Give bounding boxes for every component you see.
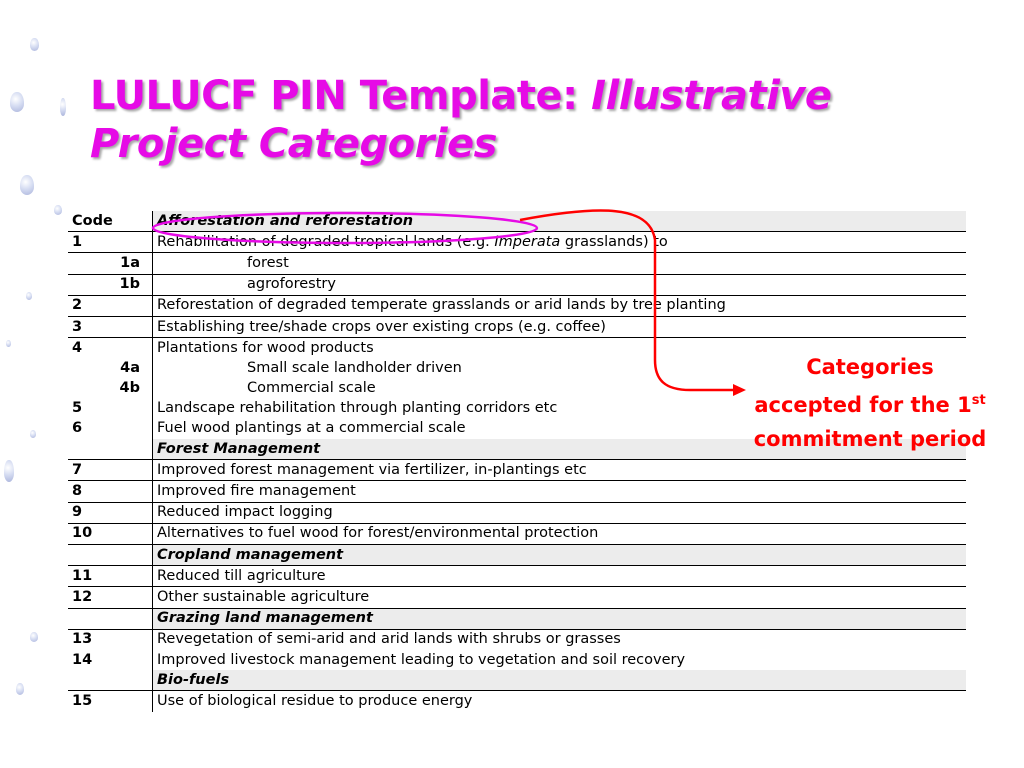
row-desc-text: Rehabilitation of degraded tropical lands (e.g. <box>157 233 495 250</box>
row-desc: Use of biological residue to produce energy <box>157 692 473 709</box>
row-code: 10 <box>68 523 153 544</box>
row-code: 11 <box>68 566 153 587</box>
row-desc: Fuel wood plantings at a commercial scale <box>157 420 466 437</box>
title-prefix: LULUCF PIN Template: <box>90 73 592 119</box>
header-section-afforestation: Afforestation and reforestation <box>153 211 967 232</box>
section-title: Bio-fuels <box>153 670 967 691</box>
row-desc: Reforestation of degraded temperate grasslands or arid lands by tree planting <box>153 295 967 316</box>
row-desc: Commercial scale <box>247 380 376 397</box>
annotation-line2-text: accepted for the 1 <box>754 393 972 417</box>
row-code: 3 <box>68 316 153 337</box>
row-code: 1b <box>68 274 153 295</box>
title-italic: Illustrative Project Categories <box>90 73 832 167</box>
row-desc: Reduced impact logging <box>153 502 967 523</box>
section-title: Cropland management <box>153 545 967 566</box>
row-code: 4b <box>68 379 153 399</box>
row-code: 12 <box>68 587 153 608</box>
annotation-superscript: st <box>971 393 986 408</box>
row-desc-italic: Imperata <box>494 233 561 250</box>
row-code: 14 <box>68 650 153 670</box>
row-desc: Small scale landholder driven <box>247 359 462 376</box>
header-code: Code <box>68 211 153 232</box>
row-desc: Alternatives to fuel wood for forest/environmental protection <box>153 523 967 544</box>
row-code: 15 <box>68 691 153 712</box>
row-desc: Improved livestock management leading to vegetation and soil recovery <box>157 651 686 668</box>
row-desc: Plantations for wood products <box>157 339 374 356</box>
connector-arrow-line <box>520 210 735 390</box>
row-desc: Revegetation of semi-arid and arid lands with shrubs or grasses <box>157 631 621 648</box>
annotation-line1: Categories <box>806 355 934 379</box>
row-desc: Establishing tree/shade crops over existing crops (e.g. coffee) <box>153 316 967 337</box>
row-desc: Improved forest management via fertilizer, in-plantings etc <box>153 460 967 481</box>
row-code: 6 <box>68 419 153 439</box>
row-desc: Landscape rehabilitation through planting corridors etc <box>157 400 558 417</box>
row-code: 7 <box>68 460 153 481</box>
highlight-ellipse <box>153 213 537 243</box>
row-code: 2 <box>68 295 153 316</box>
row-desc: Reduced till agriculture <box>153 566 967 587</box>
row-code: 13 <box>68 629 153 650</box>
row-code: 4 <box>68 338 153 359</box>
annotation-line2 <box>722 384 1018 422</box>
annotation-line3: commitment period <box>753 427 987 451</box>
row-desc-after: grasslands) to <box>560 233 668 250</box>
section-title: Grazing land management <box>153 608 967 629</box>
row-code: 9 <box>68 502 153 523</box>
row-desc: forest <box>153 253 967 274</box>
row-code: 1a <box>68 253 153 274</box>
row-code: 1 <box>68 232 153 253</box>
categories-annotation <box>722 350 1018 456</box>
row-code: 4a <box>68 358 153 378</box>
row-code: 5 <box>68 399 153 419</box>
row-desc: agroforestry <box>153 274 967 295</box>
row-desc: Other sustainable agriculture <box>153 587 967 608</box>
row-code: 8 <box>68 481 153 502</box>
section-title: Forest Management <box>153 439 967 460</box>
row-desc: Improved fire management <box>153 481 967 502</box>
